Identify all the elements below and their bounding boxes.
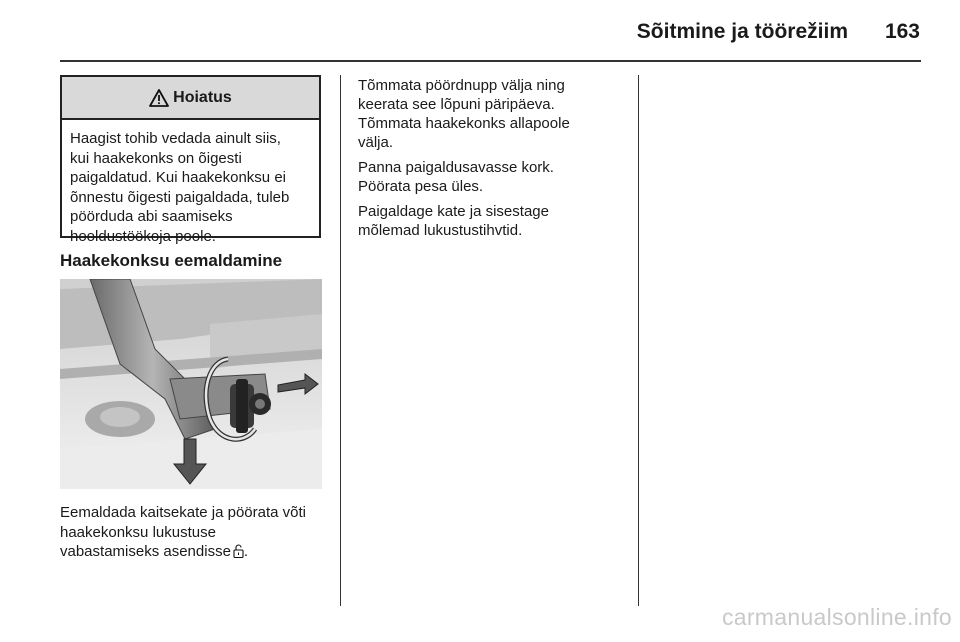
warning-line: hooldustöökoja poole.: [70, 227, 216, 245]
caption-line-text: vabastamiseks asendisse: [60, 543, 231, 560]
instruction-paragraph: [358, 202, 628, 240]
caption-line: haakekonksu lukustuse: [60, 523, 216, 541]
text-line: Tõmmata pöördnupp välja ning: [358, 77, 565, 94]
watermark: carmanualsonline.info: [721, 604, 952, 630]
figure-caption: [60, 503, 330, 562]
page-number: 163: [884, 20, 920, 43]
text-line: Paigaldage kate ja sisestage: [358, 203, 549, 220]
open-lock-icon: [233, 544, 244, 558]
warning-text: [62, 120, 319, 246]
page-section-title: Sõitmine ja töörežiim: [636, 20, 848, 43]
caption-end-punct: .: [243, 543, 249, 560]
section-heading: Haakekonksu eemaldamine: [60, 251, 283, 270]
warning-header: [62, 77, 319, 120]
warning-triangle-icon: [149, 89, 169, 107]
instructions-column: [358, 76, 628, 246]
header-divider: [60, 60, 921, 62]
column-divider: [638, 75, 639, 606]
text-line: mõlemad lukustustihvtid.: [358, 222, 523, 239]
caption-line: [60, 542, 330, 562]
warning-line: kui haakekonks on õigesti: [70, 149, 242, 167]
warning-line: paigaldatud. Kui haakekonksu ei: [70, 169, 286, 186]
warning-line: õnnestu õigesti paigaldada, tuleb: [70, 188, 290, 206]
text-line: Panna paigaldusavasse kork.: [358, 159, 554, 176]
towbar-removal-illustration: [60, 279, 322, 489]
text-line: Pöörata pesa üles.: [358, 178, 484, 195]
instruction-paragraph: [358, 76, 628, 152]
warning-title: Hoiatus: [173, 88, 232, 106]
caption-line: Eemaldada kaitsekate ja pöörata võti: [60, 504, 306, 521]
text-line: Tõmmata haakekonks allapoole: [358, 115, 570, 132]
warning-line: pöörduda abi saamiseks: [70, 208, 233, 225]
text-line: keerata see lõpuni päripäeva.: [358, 96, 555, 113]
warning-box: [60, 75, 321, 245]
column-divider: [340, 75, 341, 606]
instruction-paragraph: [358, 158, 628, 196]
text-line: välja.: [358, 134, 394, 151]
warning-line: Haagist tohib vedada ainult siis,: [70, 130, 281, 147]
